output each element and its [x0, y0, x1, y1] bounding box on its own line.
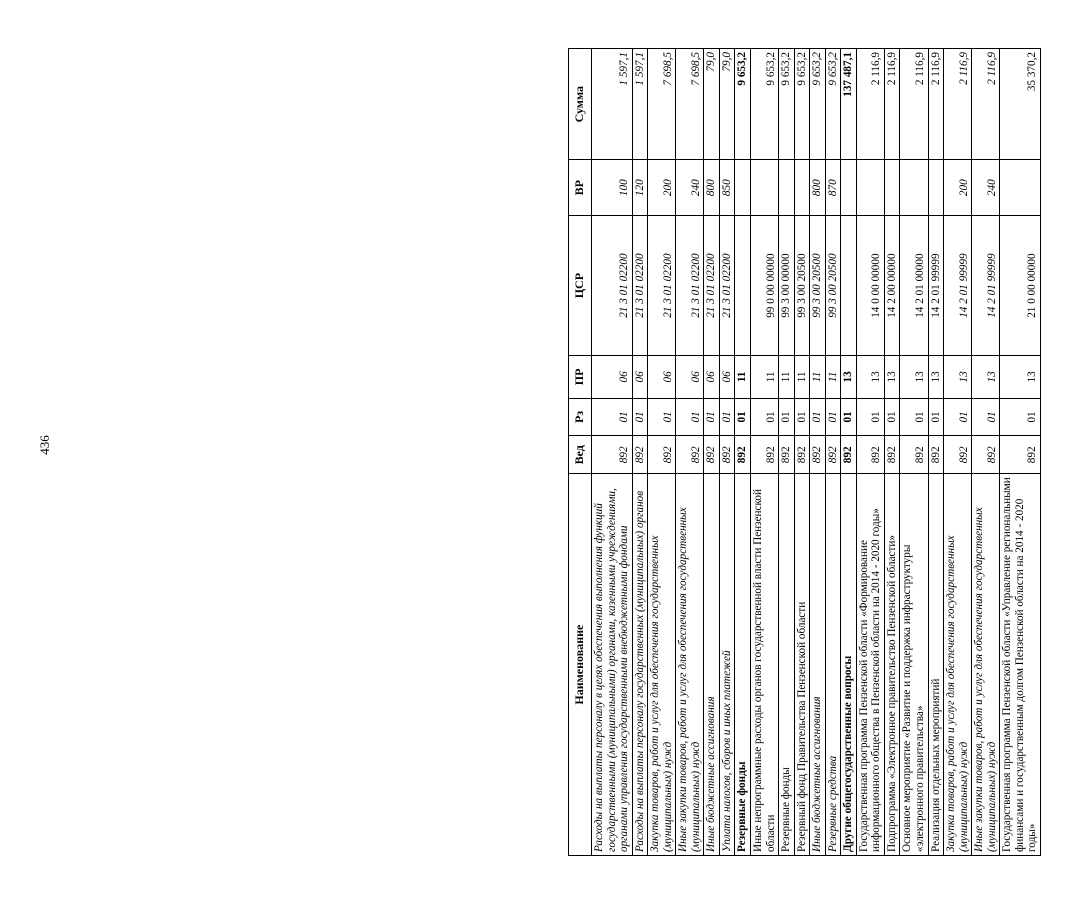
row-name: Государственная программа Пензенской области «Управление региональными финансами и государственным долгом Пензенской области на 2014 - 2020 годы»: [1000, 474, 1041, 856]
row-csr: 21 3 01 02200: [704, 215, 720, 355]
row-pr: 11: [825, 356, 841, 398]
row-sum: 1 597,1: [592, 49, 633, 160]
row-name: Иные закупки товаров, работ и услуг для обеспечения государственных (муниципальных) нужд: [972, 474, 1000, 856]
row-vr: 800: [704, 160, 720, 216]
row-sum: 9 653,2: [810, 49, 826, 160]
row-vr: [841, 160, 857, 216]
row-sum: 7 698,5: [648, 49, 676, 160]
row-rz: 01: [704, 398, 720, 436]
row-vr: 200: [648, 160, 676, 216]
row-vr: [928, 160, 944, 216]
budget-table: [568, 48, 1041, 856]
row-ved: 892: [719, 436, 735, 474]
table-row: [632, 49, 648, 856]
row-ved: 892: [928, 436, 944, 474]
row-ved: 892: [592, 436, 633, 474]
row-name: Расходы на выплаты персоналу в целях обеспечения выполнения функций государственными (муниципальными) органами, казенными учреждениями, органами управления государственными внебюджетными фондами: [592, 474, 633, 856]
row-csr: [735, 215, 751, 355]
row-pr: 11: [810, 356, 826, 398]
row-pr: 13: [884, 356, 900, 398]
row-pr: 13: [1000, 356, 1041, 398]
row-name: Государственная программа Пензенской области «Формирование информационного общества в Пензенской области на 2014 - 2020 годы»: [856, 474, 884, 856]
row-csr: 21 3 01 02200: [676, 215, 704, 355]
row-name: Другие общегосударственные вопросы: [841, 474, 857, 856]
header-name: Наименование: [569, 474, 592, 856]
rotated-page: [568, 48, 1086, 856]
row-pr: 06: [632, 356, 648, 398]
row-csr: 14 2 00 00000: [884, 215, 900, 355]
row-vr: 800: [810, 160, 826, 216]
row-ved: 892: [704, 436, 720, 474]
row-pr: 11: [751, 356, 779, 398]
row-csr: 14 0 00 00000: [856, 215, 884, 355]
row-csr: 21 3 01 02200: [648, 215, 676, 355]
table-row: [592, 49, 633, 856]
row-name: Иные бюджетные ассигнования: [704, 474, 720, 856]
row-rz: 01: [825, 398, 841, 436]
row-vr: 120: [632, 160, 648, 216]
row-vr: [794, 160, 810, 216]
row-sum: 9 653,2: [735, 49, 751, 160]
table-row: [719, 49, 735, 856]
row-pr: 13: [856, 356, 884, 398]
row-rz: 01: [841, 398, 857, 436]
row-sum: 9 653,2: [794, 49, 810, 160]
header-row: [569, 49, 592, 856]
row-name: Резервные средства: [825, 474, 841, 856]
row-csr: 21 3 01 02200: [592, 215, 633, 355]
table-row: [1000, 49, 1041, 856]
row-rz: 01: [972, 398, 1000, 436]
row-csr: 14 2 01 99999: [944, 215, 972, 355]
row-vr: 100: [592, 160, 633, 216]
row-vr: [751, 160, 779, 216]
row-csr: [841, 215, 857, 355]
row-rz: 01: [884, 398, 900, 436]
row-pr: 06: [592, 356, 633, 398]
row-name: Реализация отдельных мероприятий: [928, 474, 944, 856]
row-ved: 892: [972, 436, 1000, 474]
row-pr: 06: [676, 356, 704, 398]
row-sum: 2 116,9: [944, 49, 972, 160]
row-ved: 892: [810, 436, 826, 474]
row-ved: 892: [825, 436, 841, 474]
row-name: Резервные фонды: [735, 474, 751, 856]
row-name: Резервные фонды: [779, 474, 795, 856]
row-rz: 01: [794, 398, 810, 436]
header-vr: ВР: [569, 160, 592, 216]
row-csr: 21 3 01 02200: [719, 215, 735, 355]
row-sum: 7 698,5: [676, 49, 704, 160]
row-pr: 06: [648, 356, 676, 398]
row-rz: 01: [900, 398, 928, 436]
row-rz: 01: [648, 398, 676, 436]
row-pr: 11: [735, 356, 751, 398]
table-row: [676, 49, 704, 856]
row-rz: 01: [719, 398, 735, 436]
row-csr: 99 3 00 20500: [794, 215, 810, 355]
row-ved: 892: [735, 436, 751, 474]
row-sum: 2 116,9: [972, 49, 1000, 160]
row-sum: 35 370,2: [1000, 49, 1041, 160]
row-pr: 06: [704, 356, 720, 398]
row-csr: 14 2 01 00000: [900, 215, 928, 355]
row-sum: 2 116,9: [856, 49, 884, 160]
row-pr: 13: [900, 356, 928, 398]
row-rz: 01: [944, 398, 972, 436]
row-ved: 892: [944, 436, 972, 474]
row-vr: 240: [972, 160, 1000, 216]
row-csr: 99 0 00 00000: [751, 215, 779, 355]
row-ved: 892: [1000, 436, 1041, 474]
row-ved: 892: [648, 436, 676, 474]
row-ved: 892: [676, 436, 704, 474]
table-body: [592, 49, 1041, 856]
row-vr: [1000, 160, 1041, 216]
table-row: [884, 49, 900, 856]
table-row: [841, 49, 857, 856]
row-sum: 2 116,9: [900, 49, 928, 160]
row-csr: 14 2 01 99999: [972, 215, 1000, 355]
row-sum: 9 653,2: [751, 49, 779, 160]
row-name: Иные непрограммные расходы органов государственной власти Пензенской области: [751, 474, 779, 856]
row-rz: 01: [735, 398, 751, 436]
table-row: [648, 49, 676, 856]
row-rz: 01: [810, 398, 826, 436]
row-vr: [735, 160, 751, 216]
row-vr: [900, 160, 928, 216]
table-row: [856, 49, 884, 856]
row-sum: 2 116,9: [928, 49, 944, 160]
row-rz: 01: [928, 398, 944, 436]
header-sum: Сумма: [569, 49, 592, 160]
row-pr: 13: [841, 356, 857, 398]
row-pr: 13: [928, 356, 944, 398]
row-rz: 01: [676, 398, 704, 436]
table-row: [751, 49, 779, 856]
row-ved: 892: [900, 436, 928, 474]
table-row: [972, 49, 1000, 856]
row-vr: [779, 160, 795, 216]
table-row: [810, 49, 826, 856]
row-vr: 850: [719, 160, 735, 216]
row-name: Иные закупки товаров, работ и услуг для обеспечения государственных (муниципальных) нужд: [676, 474, 704, 856]
row-name: Резервный фонд Правительства Пензенской области: [794, 474, 810, 856]
row-pr: 13: [972, 356, 1000, 398]
table-row: [825, 49, 841, 856]
row-ved: 892: [751, 436, 779, 474]
row-vr: 200: [944, 160, 972, 216]
page-number: 436: [37, 435, 52, 455]
row-name: Расходы на выплаты персоналу государственных (муниципальных) органов: [632, 474, 648, 856]
row-sum: 79,0: [704, 49, 720, 160]
row-rz: 01: [632, 398, 648, 436]
row-name: Подпрограмма «Электронное правительство Пензенской области»: [884, 474, 900, 856]
row-ved: 892: [884, 436, 900, 474]
row-name: Основное мероприятие «Развитие и поддержка инфраструктуры «электронного правительства»: [900, 474, 928, 856]
row-name: Закупка товаров, работ и услуг для обеспечения государственных (муниципальных) нужд: [944, 474, 972, 856]
row-rz: 01: [751, 398, 779, 436]
row-rz: 01: [592, 398, 633, 436]
row-vr: 240: [676, 160, 704, 216]
row-pr: 11: [779, 356, 795, 398]
table-row: [794, 49, 810, 856]
table-row: [735, 49, 751, 856]
row-name: Закупка товаров, работ и услуг для обеспечения государственных (муниципальных) нужд: [648, 474, 676, 856]
row-csr: 14 2 01 99999: [928, 215, 944, 355]
row-csr: 99 3 00 00000: [779, 215, 795, 355]
row-sum: 9 653,2: [779, 49, 795, 160]
row-vr: [856, 160, 884, 216]
table-row: [928, 49, 944, 856]
row-csr: 21 3 01 02200: [632, 215, 648, 355]
row-sum: 79,0: [719, 49, 735, 160]
row-name: Иные бюджетные ассигнования: [810, 474, 826, 856]
table-row: [944, 49, 972, 856]
row-sum: 1 597,1: [632, 49, 648, 160]
row-sum: 2 116,9: [884, 49, 900, 160]
table-row: [779, 49, 795, 856]
row-vr: [884, 160, 900, 216]
row-pr: 11: [794, 356, 810, 398]
row-ved: 892: [779, 436, 795, 474]
row-sum: 137 487,1: [841, 49, 857, 160]
table-row: [704, 49, 720, 856]
row-ved: 892: [632, 436, 648, 474]
row-ved: 892: [856, 436, 884, 474]
row-vr: 870: [825, 160, 841, 216]
row-name: Уплата налогов, сборов и иных платежей: [719, 474, 735, 856]
row-pr: 13: [944, 356, 972, 398]
row-rz: 01: [856, 398, 884, 436]
row-csr: 99 3 00 20500: [810, 215, 826, 355]
header-rz: Рз: [569, 398, 592, 436]
row-rz: 01: [779, 398, 795, 436]
row-ved: 892: [841, 436, 857, 474]
row-ved: 892: [794, 436, 810, 474]
row-csr: 21 0 00 00000: [1000, 215, 1041, 355]
row-pr: 06: [719, 356, 735, 398]
row-csr: 99 3 00 20500: [825, 215, 841, 355]
row-rz: 01: [1000, 398, 1041, 436]
header-pr: ПР: [569, 356, 592, 398]
table-row: [900, 49, 928, 856]
row-sum: 9 653,2: [825, 49, 841, 160]
header-csr: ЦСР: [569, 215, 592, 355]
header-ved: Вед: [569, 436, 592, 474]
